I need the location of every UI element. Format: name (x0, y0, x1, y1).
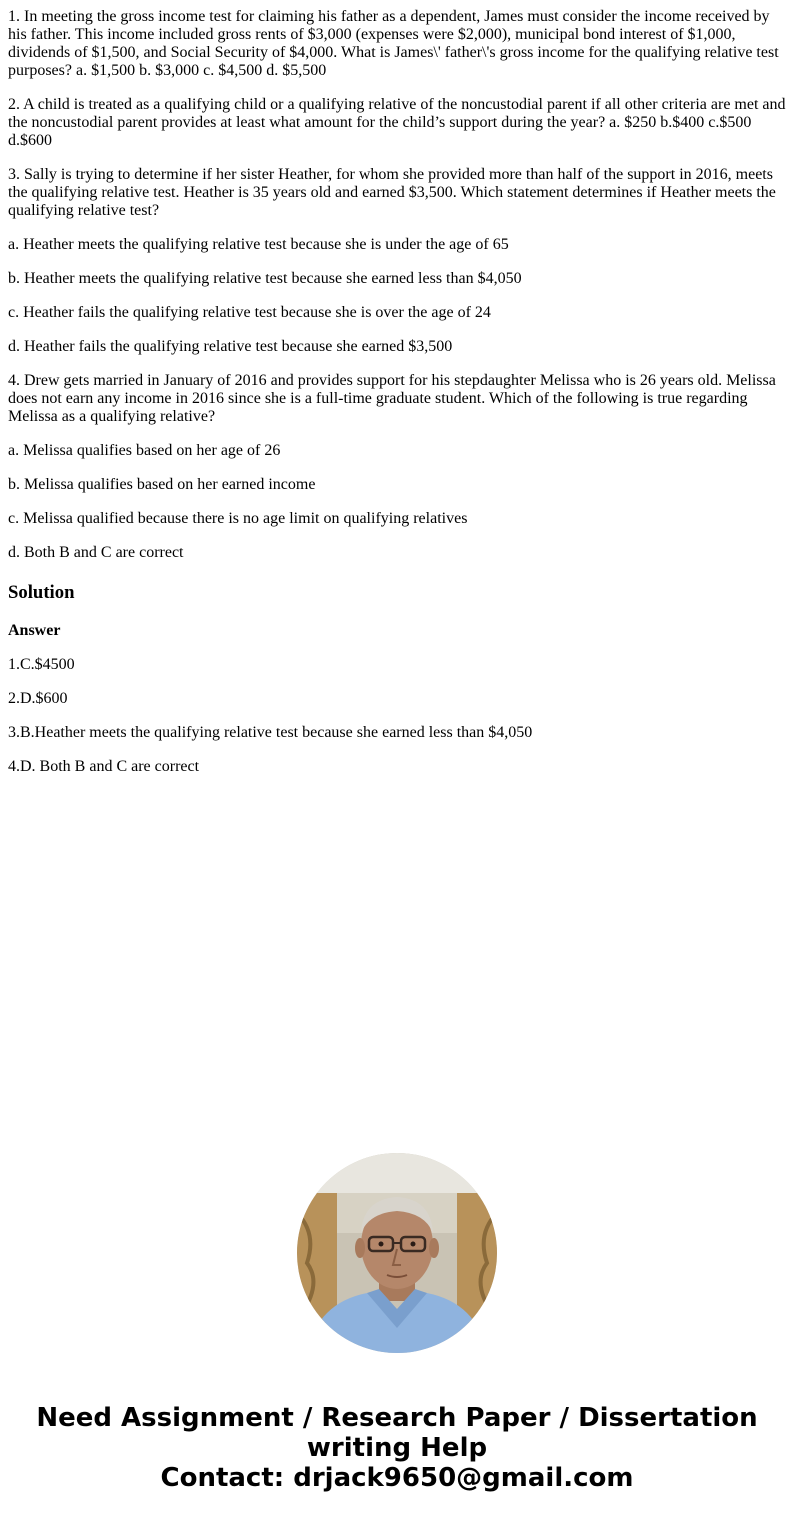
question-4-option-d: d. Both B and C are correct (8, 544, 184, 561)
answer-2: 2.D.$600 (8, 690, 68, 707)
promo-line-1: Need Assignment / Research Paper / Dissertation (36, 1403, 758, 1433)
promo-banner (0, 1403, 794, 1493)
question-4: 4. Drew gets married in January of 2016 and provides support for his stepdaughter Melissa who is 26 years old. Melissa does not earn any income in 2016 since she is a full-time graduate student. Which of the following is true regarding Melissa as a qualifying relative? (8, 372, 776, 425)
answer-1: 1.C.$4500 (8, 656, 75, 673)
author-portrait-image (297, 1153, 497, 1353)
question-3-option-b: b. Heather meets the qualifying relative test because she earned less than $4,050 (8, 270, 522, 287)
question-3-option-d: d. Heather fails the qualifying relative test because she earned $3,500 (8, 338, 453, 355)
question-4-option-c: c. Melissa qualified because there is no age limit on qualifying relatives (8, 510, 468, 527)
answer-heading: Answer (8, 622, 61, 639)
promo-line-2: writing Help (306, 1433, 488, 1463)
question-3-option-a: a. Heather meets the qualifying relative test because she is under the age of 65 (8, 236, 509, 253)
answer-4: 4.D. Both B and C are correct (8, 758, 200, 775)
question-4-option-b: b. Melissa qualifies based on her earned income (8, 476, 316, 493)
question-3-option-c: c. Heather fails the qualifying relative test because she is over the age of 24 (8, 304, 491, 321)
question-4-option-a: a. Melissa qualifies based on her age of 26 (8, 442, 281, 459)
question-2: 2. A child is treated as a qualifying child or a qualifying relative of the noncustodial parent if all other criteria are met and the noncustodial parent provides at least what amount for the child’s support during the year? a. $250 b.$400 c.$500 d.$600 (8, 96, 786, 149)
author-avatar (297, 1153, 497, 1353)
answer-3: 3.B.Heather meets the qualifying relative test because she earned less than $4,050 (8, 724, 533, 741)
promo-contact: Contact: drjack9650@gmail.com (160, 1463, 634, 1493)
solution-heading: Solution (8, 582, 75, 603)
question-3: 3. Sally is trying to determine if her sister Heather, for whom she provided more than half of the support in 2016, meets the qualifying relative test. Heather is 35 years old and earned $3,500. Which statement determines if Heather meets the qualifying relative test? (8, 166, 776, 219)
document-body (8, 8, 786, 792)
question-1: 1. In meeting the gross income test for claiming his father as a dependent, James must consider the income received by his father. This income included gross rents of $3,000 (expenses were $2,000), municipal bond interest of $1,000, dividends of $1,500, and Social Security of $4,000. What is James\' father\'s gross income for the qualifying relative test purposes? a. $1,500 b. $3,000 c. $4,500 d. $5,500 (8, 8, 779, 79)
